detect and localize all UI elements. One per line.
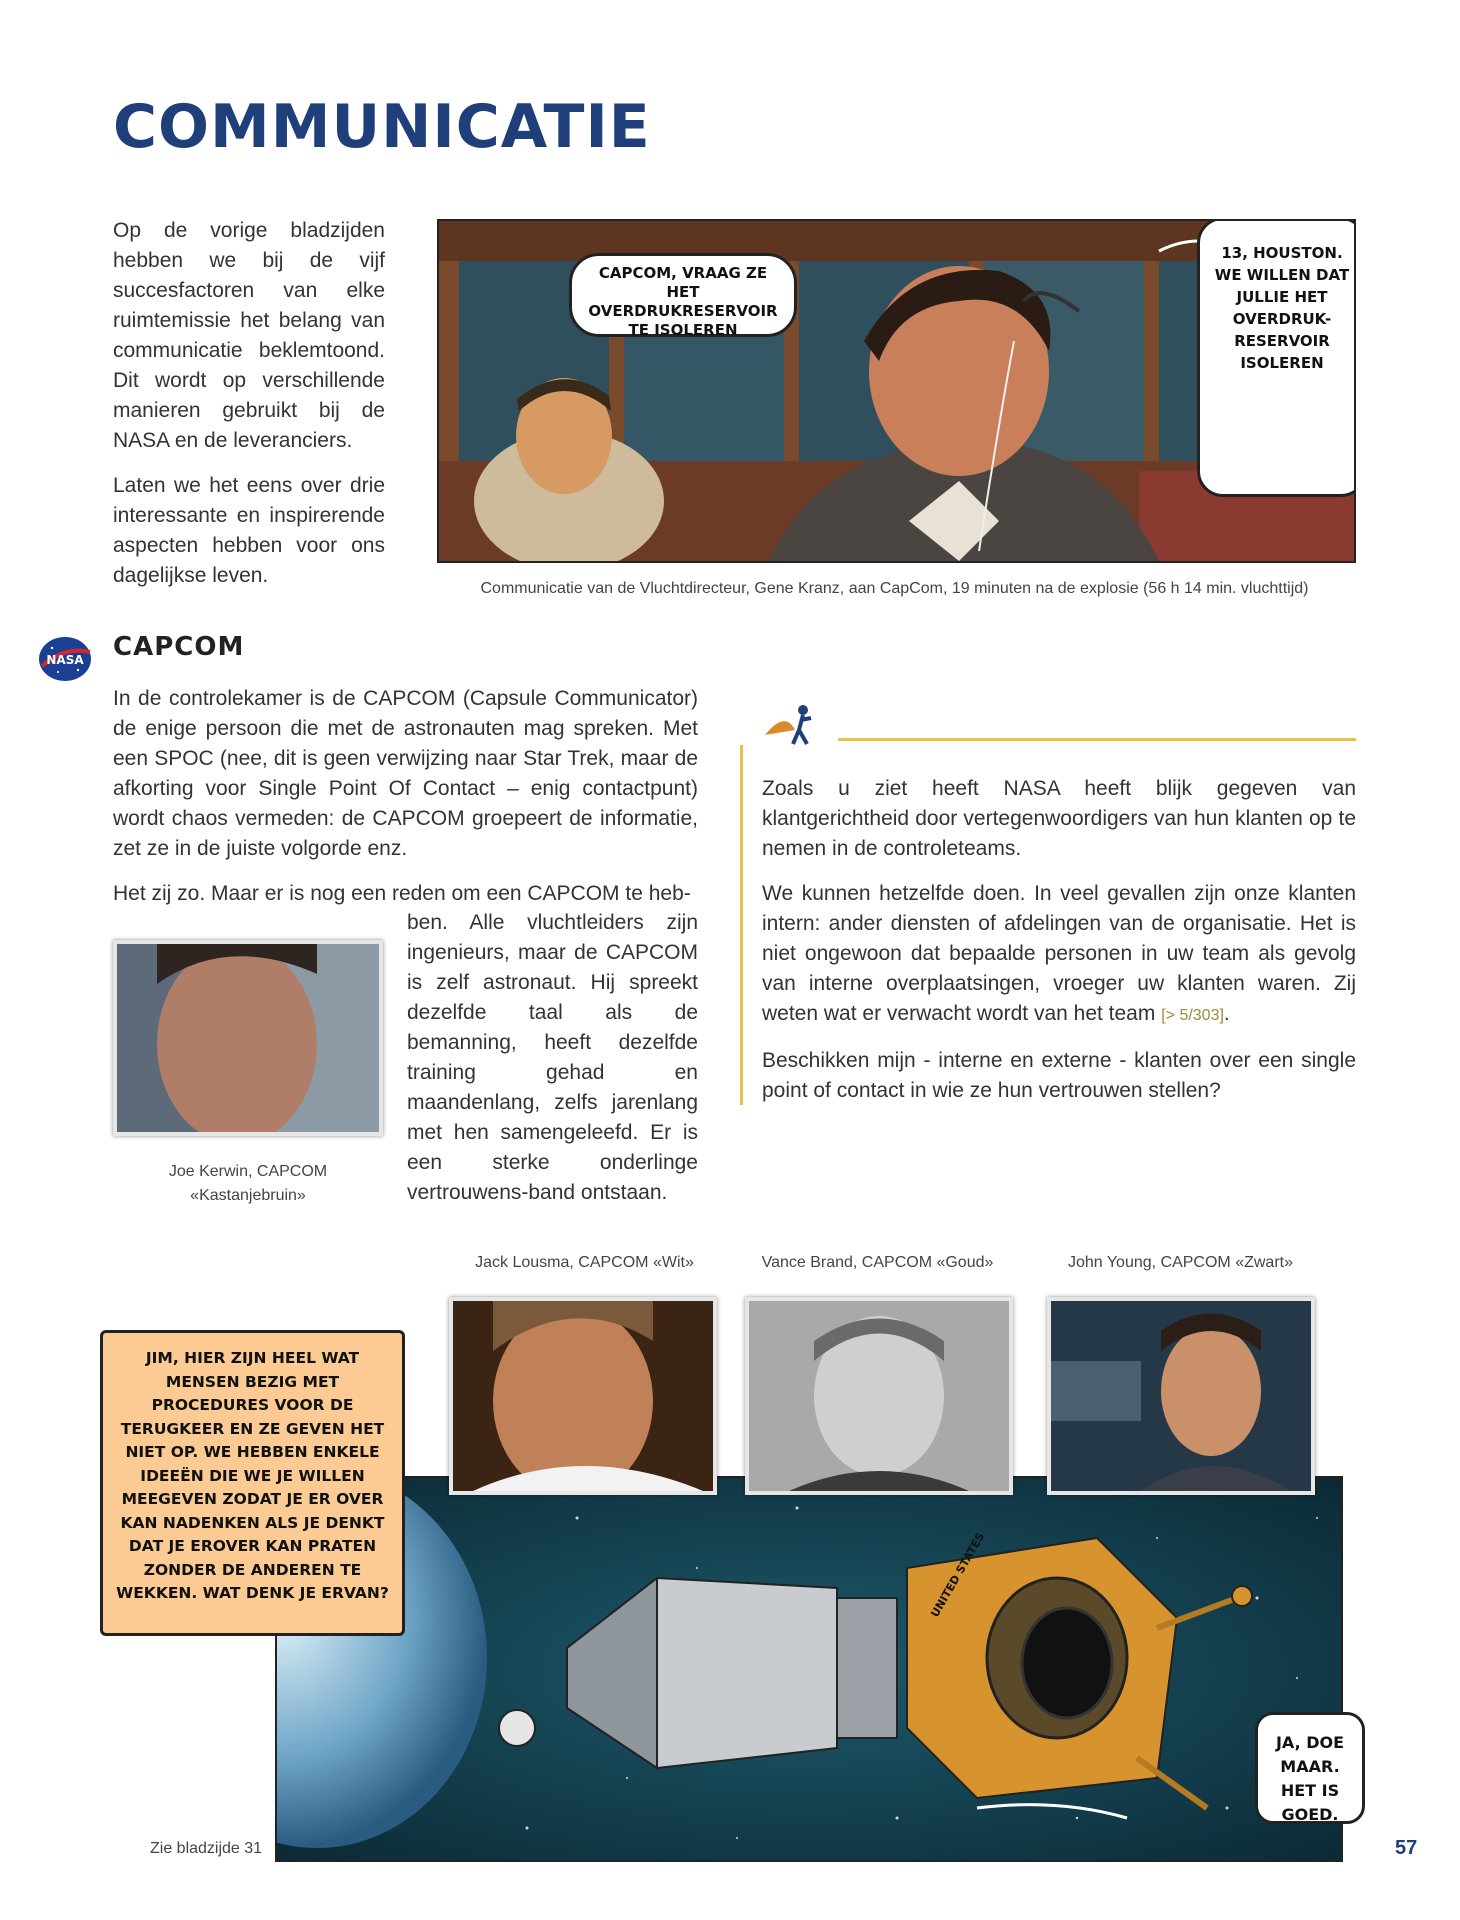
nasa-logo <box>38 636 92 682</box>
jack-lousma-photo <box>449 1297 717 1495</box>
joe-kerwin-caption-line-2: «Kastanjebruin» <box>190 1187 306 1204</box>
speech-bubble-left: CAPCOM, VRAAG ZE HET OVERDRUKRESERVOIR TE ISOLEREN <box>569 253 797 337</box>
sidebar-text <box>762 774 1356 1121</box>
sidebar-paragraph-2: We kunnen hetzelfde doen. In veel gevallen zijn onze klanten intern: ander diensten of afdelingen van de organisatie. Het is niet ongewoon dat bepaalde personen in uw team als gevolg van interne overplaatsingen, vroeger uw klanten waren. Zij weten wat er verwacht wordt van het team [> 5/303]. <box>762 882 1356 1025</box>
capcom-paragraph-1: In de controlekamer is de CAPCOM (Capsule Communicator) de enige persoon die met de astronauten mag spreken. Met een SPOC (nee, dit is geen verwijzing naar Star Trek, maar de afkorting voor Single Point Of Contact – enig contactpunt) wordt chaos vermeden: de CAPCOM groepeert de informatie, zet ze in de juiste volgorde enz. <box>113 687 698 860</box>
capcom-text <box>113 684 698 909</box>
speech-bubble-bottom-right: JA, DOE MAAR. HET IS GOED. <box>1255 1712 1365 1824</box>
intro-paragraph-2: Laten we het eens over drie interessante en inspirerende aspecten hebben voor ons dagelijkse leven. <box>113 474 385 587</box>
capcom-paragraph-2-rest: ben. Alle vluchtleiders zijn ingenieurs, maar de CAPCOM is zelf astronaut. Hij spreekt dezelfde taal als de bemanning, heeft dezelfde training gehad en maandenlang, zelfs jarenlang met hen samengeleefd. Er is een sterke onderlinge vertrouwens-band ontstaan. <box>407 911 698 1204</box>
nasa-logo-text: NASA <box>46 653 84 667</box>
intro-paragraph-1: Op de vorige bladzijden hebben we bij de vijf succesfactoren van elke ruimtemissie het belang van communicatie beklemtoond. Dit wordt op verschillende manieren gebruikt bij de NASA en de leveranciers. <box>113 219 385 452</box>
speech-bubble-bottom-left: JIM, HIER ZIJN HEEL WAT MENSEN BEZIG MET PROCEDURES VOOR DE TERUGKEER EN ZE GEVEN HET NIET OP. WE HEBBEN ENKELE IDEEËN DIE WE JE WILLEN MEEGEVEN ZODAT JE ER OVER KAN NADENKEN ALS JE DENKT DAT JE EROVER KAN PRATEN ZONDER DE ANDEREN TE WEKKEN. WAT DENK JE ERVAN? <box>100 1330 405 1636</box>
capcom-heading: CAPCOM <box>113 632 245 662</box>
joe-kerwin-caption <box>113 1160 383 1208</box>
page-title: COMMUNICATIE <box>113 92 651 162</box>
sidebar-paragraph-3: Beschikken mijn - interne en externe - klanten over een single point of contact in wie ze hun vertrouwen stellen? <box>762 1049 1356 1102</box>
cross-reference-link[interactable]: [> 5/303] <box>1161 1007 1224 1024</box>
top-comic-panel <box>437 219 1356 563</box>
sidebar-top-rule <box>838 738 1356 741</box>
spacecraft-illustration <box>277 1478 1341 1860</box>
lm-label: UNITED STATES <box>928 1530 988 1620</box>
sidebar-paragraph-2-text: We kunnen hetzelfde doen. In veel gevallen zijn onze klanten intern: ander diensten of afdelingen van de organisatie. Het is niet ongewoon dat bepaalde personen in uw team als gevolg van interne overplaatsingen, vroeger uw klanten waren. Zij weten wat er verwacht wordt van het team <box>762 882 1356 1025</box>
photo-caption-young: John Young, CAPCOM «Zwart» <box>1067 1254 1293 1271</box>
john-young-photo <box>1047 1297 1315 1495</box>
photo-caption-lousma: Jack Lousma, CAPCOM «Wit» <box>475 1254 694 1271</box>
bottom-space-panel <box>275 1476 1343 1862</box>
sidebar-paragraph-1: Zoals u ziet heeft NASA heeft blijk gegeven van klantgerichtheid door vertegenwoordigers van hun klanten op te nemen in de controleteams. <box>762 777 1356 860</box>
page-number: 57 <box>1395 1837 1418 1859</box>
nasa-meatball-icon <box>38 636 92 682</box>
joe-kerwin-caption-line-1: Joe Kerwin, CAPCOM <box>168 1163 328 1180</box>
joe-kerwin-photo <box>113 940 383 1136</box>
top-comic-caption: Communicatie van de Vluchtdirecteur, Gene Kranz, aan CapCom, 19 minuten na de explosie (56 h 14 min. vluchttijd) <box>480 580 1309 597</box>
vance-brand-photo <box>745 1297 1013 1495</box>
photo-caption-brand: Vance Brand, CAPCOM «Goud» <box>761 1254 994 1271</box>
sidebar-left-rule <box>740 745 743 1105</box>
capcom-paragraph-2-first-line: Het zij zo. Maar er is nog een reden om een CAPCOM te heb- <box>113 882 691 905</box>
footer-page-reference: Zie bladzijde 31 <box>150 1840 263 1857</box>
hiker-flag-icon <box>745 700 825 750</box>
intro-text <box>113 216 385 606</box>
speech-bubble-right: 13, HOUSTON. WE WILLEN DAT JULLIE HET OVERDRUK-RESERVOIR ISOLEREN <box>1197 219 1356 497</box>
